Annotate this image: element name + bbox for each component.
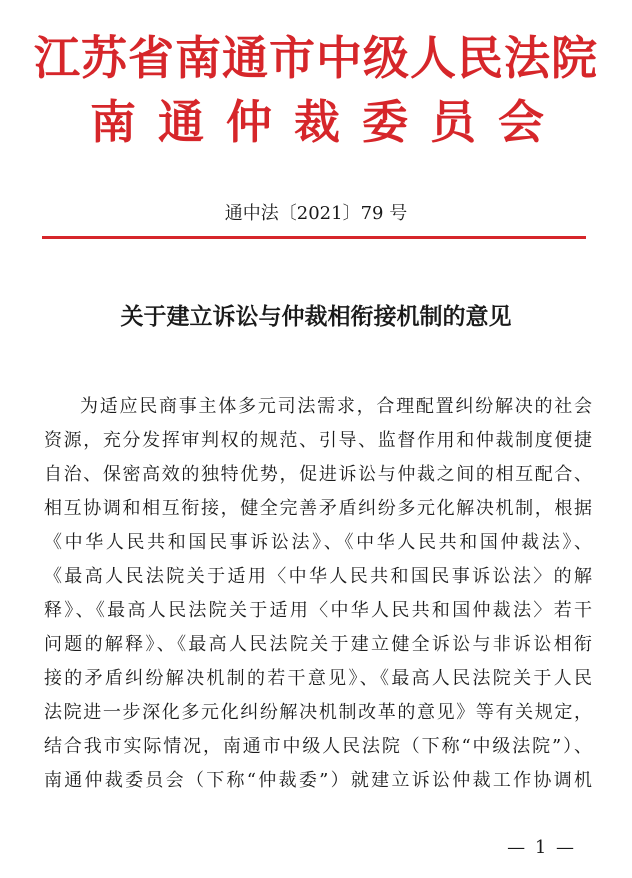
body-line: 结合我市实际情况，南通市中级人民法院（下称“中级法院”）、 (44, 736, 592, 757)
document-title: 关于建立诉讼与仲裁相衔接机制的意见 (120, 304, 512, 330)
page-number: — 1 — (507, 837, 576, 858)
body-line: 自治、保密高效的独特优势，促进诉讼与仲裁之间的相互配合、 (44, 464, 592, 485)
body-line: 接的矛盾纠纷解决机制的若干意见》、《最高人民法院关于人民 (44, 668, 592, 689)
body-line: 释》、《最高人民法院关于适用〈中华人民共和国仲裁法〉若干 (44, 600, 592, 621)
body-line: 法院进一步深化多元化纠纷解决机制改革的意见》等有关规定， (44, 702, 592, 723)
body-text (44, 390, 592, 798)
document-number: 通中法〔2021〕79 号 (224, 203, 408, 224)
body-line: 资源，充分发挥审判权的规范、引导、监督作用和仲裁制度便捷 (44, 430, 592, 451)
body-line: 问题的解释》、《最高人民法院关于建立健全诉讼与非诉讼相衔 (44, 634, 592, 655)
body-line: 南通仲裁委员会（下称“仲裁委”）就建立诉讼仲裁工作协调机 (44, 770, 592, 791)
arbitration-commission-header: 南通仲裁委员会 (90, 95, 566, 149)
court-name-header: 江苏省南通市中级人民法院 (34, 31, 598, 85)
red-divider-line (42, 236, 586, 239)
body-line: 为适应民商事主体多元司法需求，合理配置纠纷解决的社会 (80, 396, 592, 417)
body-line: 《中华人民共和国民事诉讼法》、《中华人民共和国仲裁法》、 (44, 532, 592, 553)
body-line: 《最高人民法院关于适用〈中华人民共和国民事诉讼法〉的解 (44, 566, 592, 587)
body-line: 相互协调和相互衔接，健全完善矛盾纠纷多元化解决机制，根据 (44, 498, 592, 519)
